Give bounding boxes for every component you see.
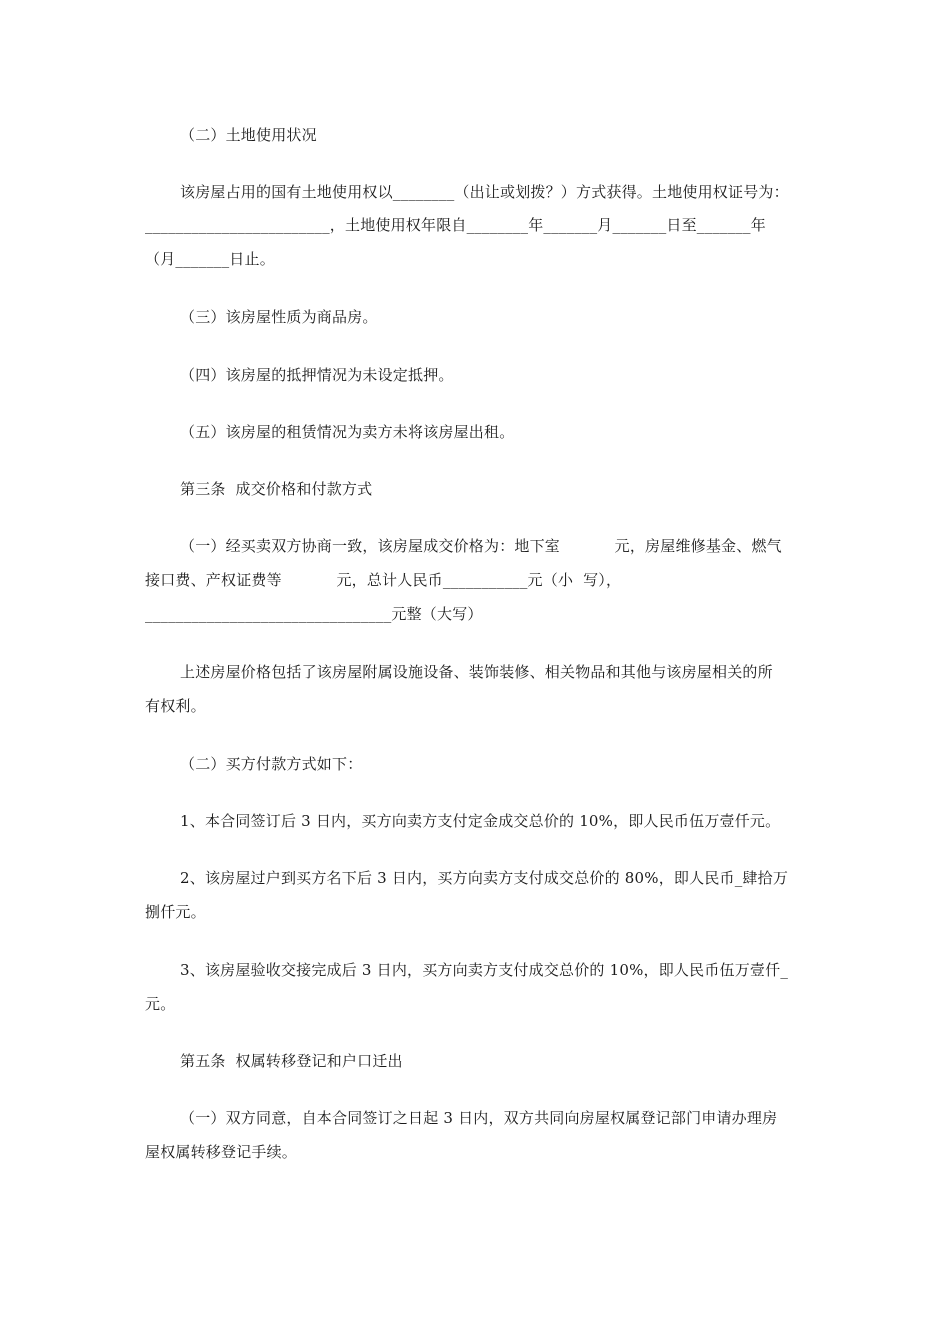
payment-item-3-line-2: 元。	[145, 995, 176, 1013]
mortgage-line: （四）该房屋的抵押情况为未设定抵押。	[180, 366, 454, 384]
includes-line-2: 有权利。	[145, 697, 206, 715]
land-paragraph-line-3: （月_______日止。	[145, 250, 275, 268]
lease-line: （五）该房屋的租赁情况为卖方未将该房屋出租。	[180, 423, 515, 441]
includes-line-1: 上述房屋价格包括了该房屋附属设施设备、装饰装修、相关物品和其他与该房屋相关的所	[180, 663, 773, 681]
article-3-heading: 第三条 成交价格和付款方式	[180, 480, 373, 498]
payment-item-1: 1、本合同签订后 3 日内，买方向卖方支付定金成交总价的 10%，即人民币伍万壹仟元。	[180, 812, 781, 830]
price-line-3: ________________________________元整（大写）	[145, 605, 483, 623]
nature-line: （三）该房屋性质为商品房。	[180, 308, 378, 326]
payment-item-2-line-1: 2、该房屋过户到买方名下后 3 日内，买方向卖方支付成交总价的 80%，即人民币_肆拾万	[180, 869, 789, 887]
transfer-line-1: （一）双方同意，自本合同签订之日起 3 日内，双方共同向房屋权属登记部门申请办理房	[180, 1109, 778, 1127]
price-line-1: （一）经买卖双方协商一致，该房屋成交价格为：地下室 元，房屋维修基金、燃气	[180, 537, 782, 555]
price-line-2: 接口费、产权证费等 元，总计人民币___________元（小 写），	[145, 571, 622, 589]
transfer-line-2: 屋权属转移登记手续。	[145, 1143, 298, 1161]
land-paragraph-line-1: 该房屋占用的国有土地使用权以________（出让或划拨？）方式获得。土地使用权证号为：	[180, 183, 789, 201]
payment-item-2-line-2: 捌仟元。	[145, 903, 206, 921]
article-5-heading: 第五条 权属转移登记和户口迁出	[180, 1052, 403, 1070]
section-land-heading: （二）土地使用状况	[180, 126, 317, 144]
payment-item-3-line-1: 3、该房屋验收交接完成后 3 日内，买方向卖方支付成交总价的 10%，即人民币伍万壹仟_	[180, 961, 789, 979]
land-paragraph-line-2: ________________________，土地使用权年限自________年_______月_______日至_______年	[145, 216, 766, 234]
payment-heading: （二）买方付款方式如下：	[180, 755, 363, 773]
